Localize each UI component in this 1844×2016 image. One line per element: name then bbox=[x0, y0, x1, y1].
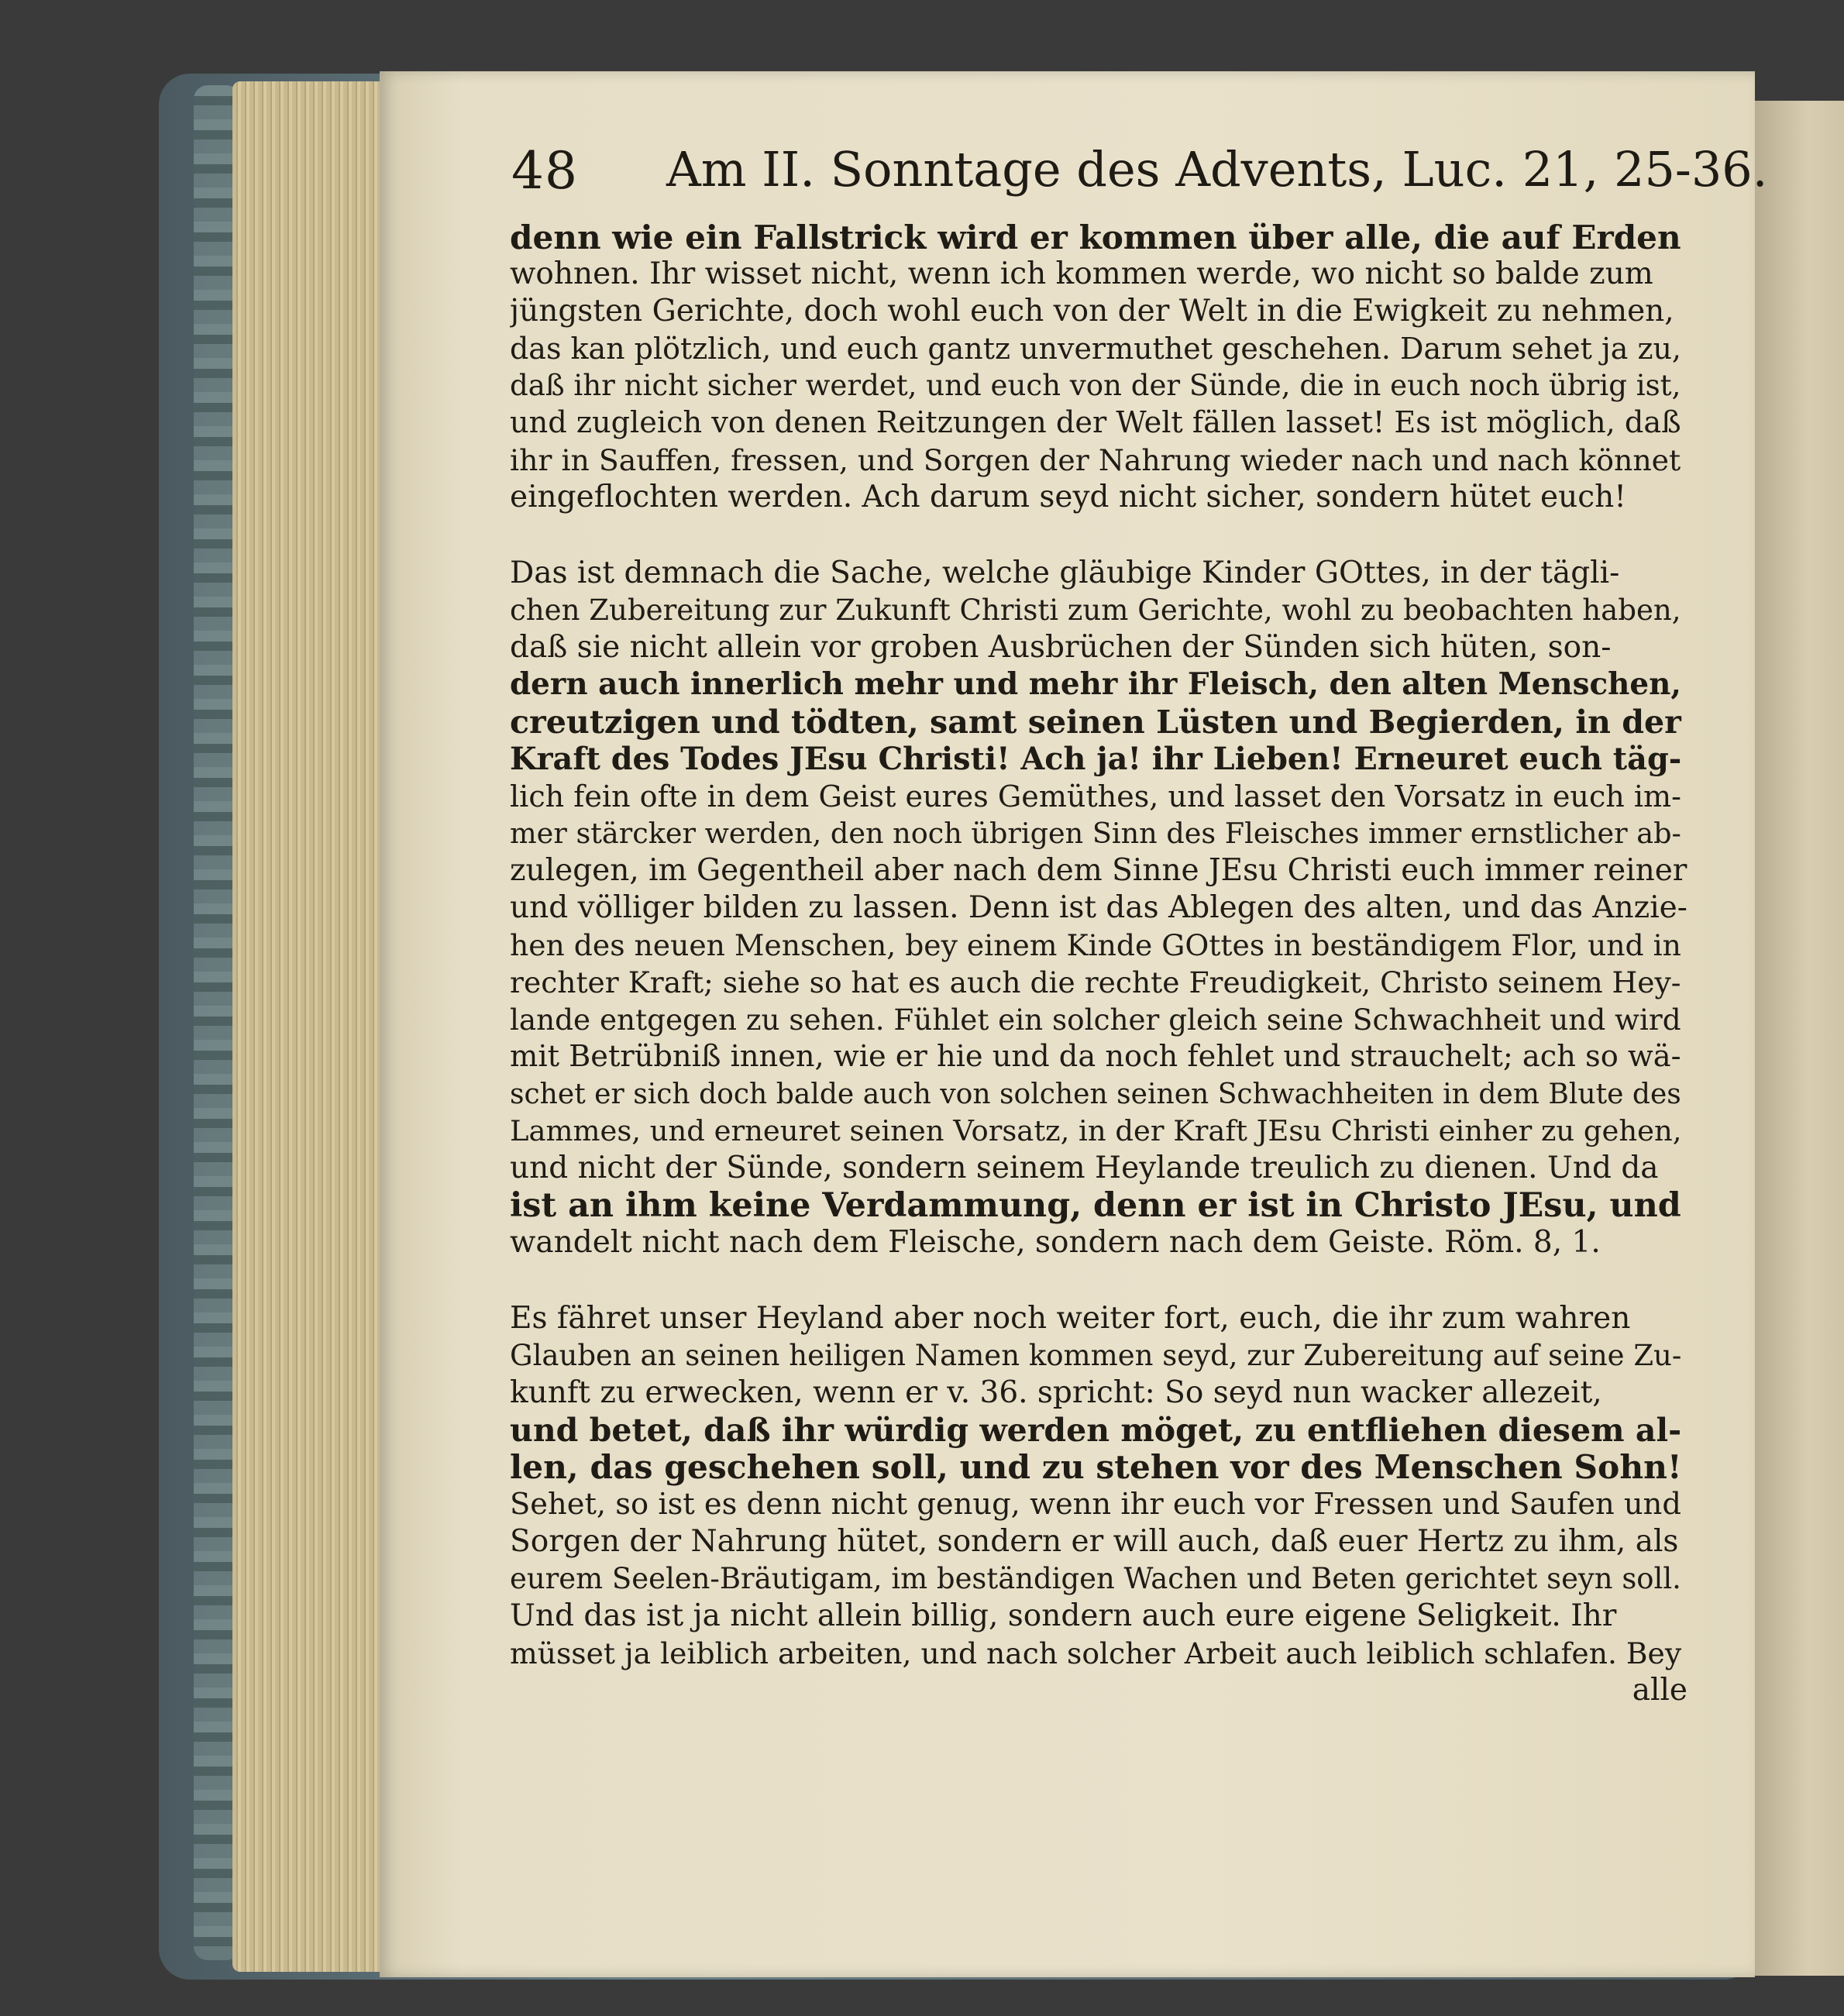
text-line: Es fähret unser Heyland aber noch weiter fort, euch, die ihr zum wahren bbox=[510, 1301, 1631, 1336]
text-line: eurem Seelen-Bräutigam, im beständigen Wachen und Beten gerichtet seyn soll. bbox=[510, 1562, 1681, 1595]
text-line: und betet, daß ihr würdig werden möget, zu entfliehen diesem al- bbox=[510, 1412, 1682, 1449]
text-line: Glauben an seinen heiligen Namen kommen seyd, zur Zubereitung auf seine Zu- bbox=[510, 1339, 1682, 1372]
text-line: Sorgen der Nahrung hütet, sondern er will auch, daß euer Hertz zu ihm, als bbox=[510, 1524, 1679, 1559]
text-line: ihr in Sauffen, fressen, und Sorgen der Nahrung wieder nach und nach könnet bbox=[510, 443, 1681, 477]
text-line: Sehet, so ist es denn nicht genug, wenn ihr euch vor Fressen und Saufen und bbox=[510, 1487, 1681, 1522]
paragraph-gap bbox=[510, 1261, 1687, 1300]
catchword: alle bbox=[1632, 1673, 1687, 1708]
text-line: dern auch innerlich mehr und mehr ihr Fleisch, den alten Menschen, bbox=[510, 667, 1681, 702]
text-line: und zugleich von denen Reitzungen der Welt fällen lasset! Es ist möglich, daß bbox=[510, 406, 1681, 440]
text-line: mit Betrübniß innen, wie er hie und da noch fehlet und strauchelt; ach so wä- bbox=[510, 1039, 1681, 1074]
text-line: eingeflochten werden. Ach darum seyd nicht sicher, sondern hütet euch! bbox=[510, 480, 1626, 514]
text-line: len, das geschehen soll, und zu stehen vor des Menschen Sohn! bbox=[510, 1449, 1682, 1486]
text-line: Und das ist ja nicht allein billig, sondern auch eure eigene Seligkeit. Ihr bbox=[510, 1598, 1617, 1633]
text-line: wandelt nicht nach dem Fleische, sondern nach dem Geiste. Röm. 8, 1. bbox=[510, 1225, 1601, 1260]
text-line: mer stärcker werden, den noch übrigen Sinn des Fleisches immer ernstlicher ab- bbox=[510, 817, 1681, 850]
text-line: jüngsten Gerichte, doch wohl euch von der Welt in die Ewigkeit zu nehmen, bbox=[510, 294, 1674, 329]
text-line: zulegen, im Gegentheil aber nach dem Sinne JEsu Christi euch immer reiner bbox=[510, 853, 1687, 888]
page-number: 48 bbox=[511, 141, 578, 201]
page-edges bbox=[232, 81, 391, 1972]
text-line: lande entgegen zu sehen. Fühlet ein solcher gleich seine Schwachheit und wird bbox=[510, 1003, 1681, 1037]
text-line: chen Zubereitung zur Zukunft Christi zum Gerichte, wohl zu beobachten haben, bbox=[510, 593, 1681, 627]
text-line: müsset ja leiblich arbeiten, und nach solcher Arbeit auch leiblich schlafen. Bey bbox=[510, 1636, 1682, 1670]
text-line: denn wie ein Fallstrick wird er kommen über alle, die auf Erden bbox=[510, 218, 1681, 256]
text-line: kunft zu erwecken, wenn er v. 36. spricht: So seyd nun wacker allezeit, bbox=[510, 1375, 1602, 1410]
paragraph-gap bbox=[510, 516, 1687, 555]
text-line: daß ihr nicht sicher werdet, und euch von der Sünde, die in euch noch übrig ist, bbox=[510, 369, 1681, 402]
text-line: hen des neuen Menschen, bey einem Kinde GOttes in beständigem Flor, und in bbox=[510, 928, 1681, 962]
text-line: das kan plötzlich, und euch gantz unvermuthet geschehen. Darum sehet ja zu, bbox=[510, 332, 1681, 366]
running-head bbox=[511, 141, 1768, 215]
text-line: Lammes, und erneuret seinen Vorsatz, in der Kraft JEsu Christi einher zu gehen, bbox=[510, 1114, 1682, 1147]
text-line: rechter Kraft; siehe so hat es auch die rechte Freudigkeit, Christo seinem Hey- bbox=[510, 965, 1681, 999]
book-page bbox=[380, 71, 1768, 1977]
text-line: lich fein ofte in dem Geist eures Gemüthes, und lasset den Vorsatz in euch im- bbox=[510, 779, 1681, 814]
facing-page-edge bbox=[1755, 101, 1844, 1976]
text-line: Kraft des Todes JEsu Christi! Ach ja! ihr Lieben! Erneuret euch täg- bbox=[510, 741, 1682, 777]
text-line: und völliger bilden zu lassen. Denn ist das Ablegen des alten, und das Anzie- bbox=[510, 890, 1687, 925]
text-line: und nicht der Sünde, sondern seinem Heylande treulich zu dienen. Und da bbox=[510, 1151, 1659, 1185]
text-line: daß sie nicht allein vor groben Ausbrüchen der Sünden sich hüten, son- bbox=[510, 630, 1612, 665]
text-line: schet er sich doch balde auch von solchen seinen Schwachheiten in dem Blute des bbox=[510, 1078, 1681, 1110]
text-line: wohnen. Ihr wisset nicht, wenn ich kommen werde, wo nicht so balde zum bbox=[510, 256, 1653, 291]
text-line: creutzigen und tödten, samt seinen Lüsten und Begierden, in der bbox=[510, 704, 1681, 741]
text-line: ist an ihm keine Verdammung, denn er ist in Christo JEsu, und bbox=[510, 1187, 1681, 1224]
body-text bbox=[510, 218, 1687, 1709]
running-head-title: Am II. Sonntage des Advents, Luc. 21, 25-36. bbox=[666, 141, 1768, 198]
text-line: Das ist demnach die Sache, welche gläubige Kinder GOttes, in der tägli- bbox=[510, 556, 1620, 590]
